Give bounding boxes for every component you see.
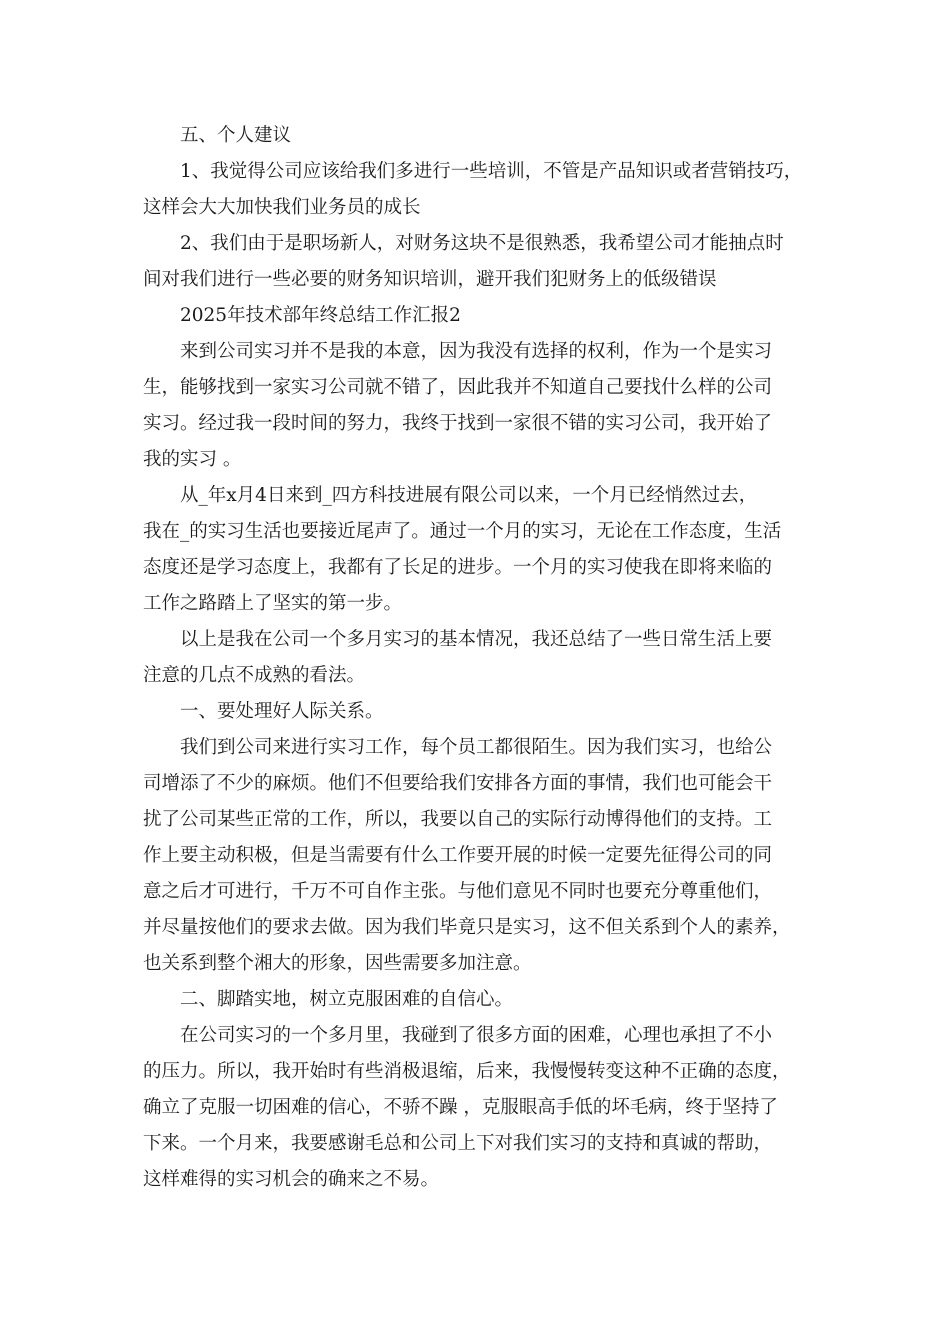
text-line: 并尽量按他们的要求去做。因为我们毕竟只是实习，这不但关系到个人的素养， bbox=[143, 917, 791, 938]
text-line: 一、要处理好人际关系。 bbox=[180, 701, 384, 722]
paragraph bbox=[143, 118, 813, 154]
text-line: 从_年x月4日来到_四方科技进展有限公司以来，一个月已经悄然过去， bbox=[180, 485, 758, 506]
text-line: 来到公司实习并不是我的本意，因为我没有选择的权利，作为一个是实习 bbox=[180, 341, 773, 362]
text-line: 间对我们进行一些必要的财务知识培训，避开我们犯财务上的低级错误 bbox=[143, 269, 717, 290]
paragraph bbox=[143, 982, 813, 1018]
text-line: 这样会大大加快我们业务员的成长 bbox=[143, 197, 421, 218]
text-line: 我的实习 。 bbox=[143, 449, 242, 470]
text-line: 生，能够找到一家实习公司就不错了，因此我并不知道自己要找什么样的公司 bbox=[143, 377, 773, 398]
text-line: 扰了公司某些正常的工作，所以，我要以自己的实际行动博得他们的支持。工 bbox=[143, 809, 773, 830]
document-body bbox=[143, 118, 813, 1198]
text-line: 确立了克服一切困难的信心，不骄不躁 ，克服眼高手低的坏毛病，终于坚持了 bbox=[143, 1097, 778, 1118]
text-line: 实习。经过我一段时间的努力，我终于找到一家很不错的实习公司，我开始了 bbox=[143, 413, 773, 434]
paragraph bbox=[143, 622, 813, 694]
text-line: 2025年技术部年终总结工作汇报2 bbox=[180, 305, 461, 326]
text-line: 1、我觉得公司应该给我们多进行一些培训，不管是产品知识或者营销技巧， bbox=[180, 161, 803, 182]
text-line: 工作之路踏上了坚实的第一步。 bbox=[143, 593, 403, 614]
text-line: 注意的几点不成熟的看法。 bbox=[143, 665, 366, 686]
paragraph bbox=[143, 478, 813, 622]
text-line: 二、脚踏实地，树立克服困难的自信心。 bbox=[180, 989, 514, 1010]
text-line: 的压力。所以，我开始时有些消极退缩，后来，我慢慢转变这种不正确的态度， bbox=[143, 1061, 791, 1082]
text-line: 我在_的实习生活也要接近尾声了。通过一个月的实习，无论在工作态度，生活 bbox=[143, 521, 782, 542]
text-line: 2、我们由于是职场新人，对财务这块不是很熟悉，我希望公司才能抽点时 bbox=[180, 233, 784, 254]
paragraph bbox=[143, 730, 813, 982]
text-line: 作上要主动积极，但是当需要有什么工作要开展的时候一定要先征得公司的同 bbox=[143, 845, 773, 866]
paragraph bbox=[143, 226, 813, 298]
text-line: 下来。一个月来，我要感谢毛总和公司上下对我们实习的支持和真诚的帮助， bbox=[143, 1133, 773, 1154]
text-line: 态度还是学习态度上，我都有了长足的进步。一个月的实习使我在即将来临的 bbox=[143, 557, 773, 578]
paragraph bbox=[143, 154, 813, 226]
text-line: 我们到公司来进行实习工作，每个员工都很陌生。因为我们实习，也给公 bbox=[180, 737, 773, 758]
text-line: 在公司实习的一个多月里，我碰到了很多方面的困难，心理也承担了不小 bbox=[180, 1025, 773, 1046]
paragraph bbox=[143, 1018, 813, 1198]
paragraph bbox=[143, 298, 813, 334]
text-line: 五、个人建议 bbox=[180, 125, 292, 146]
paragraph bbox=[143, 694, 813, 730]
text-line: 意之后才可进行，千万不可自作主张。与他们意见不同时也要充分尊重他们， bbox=[143, 881, 773, 902]
text-line: 以上是我在公司一个多月实习的基本情况，我还总结了一些日常生活上要 bbox=[180, 629, 773, 650]
text-line: 这样难得的实习机会的确来之不易。 bbox=[143, 1169, 440, 1190]
text-line: 司增添了不少的麻烦。他们不但要给我们安排各方面的事情，我们也可能会干 bbox=[143, 773, 773, 794]
text-line: 也关系到整个湘大的形象，因些需要多加注意。 bbox=[143, 953, 532, 974]
paragraph bbox=[143, 334, 813, 478]
